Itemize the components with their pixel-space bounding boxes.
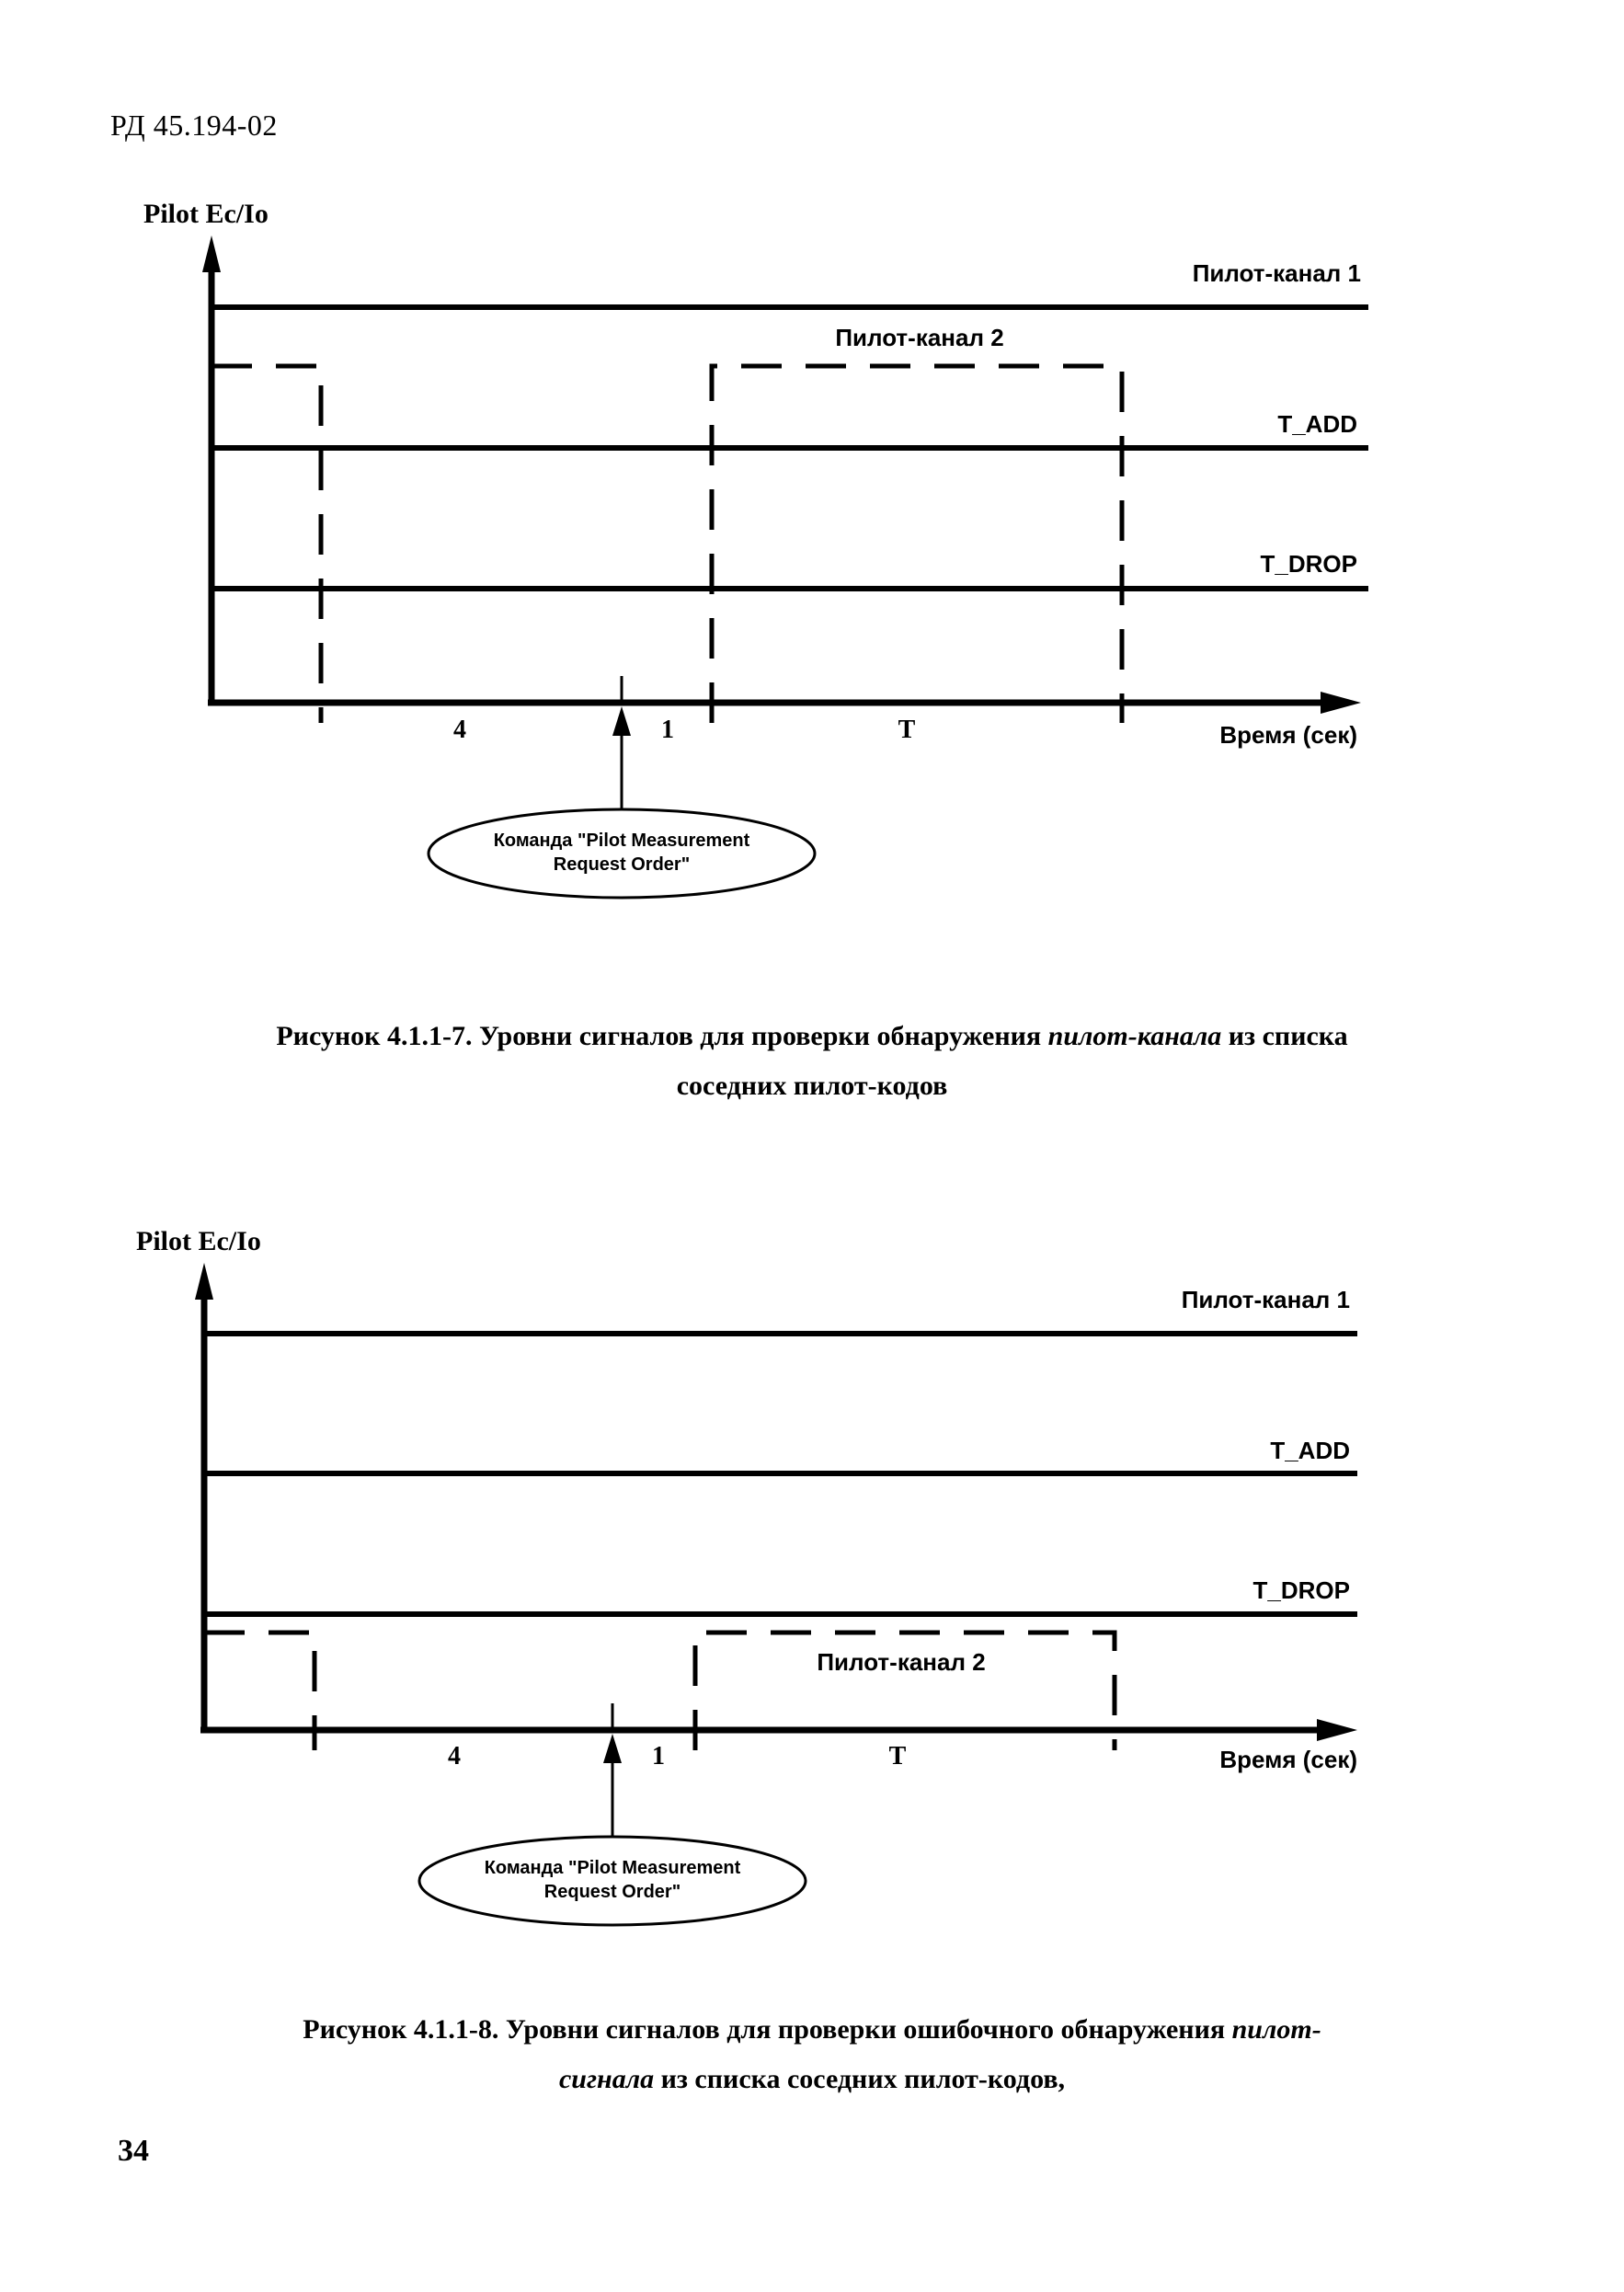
t-drop-label: T_DROP [1260,550,1357,578]
figure-2 [0,1223,1624,2051]
caption-text: соседних пилот-кодов [676,1071,948,1101]
t-add-label: T_ADD [1270,1437,1350,1464]
command-ellipse [419,1837,806,1925]
x-axis-label: Время (сек) [1219,721,1357,749]
segment-label-t: T [898,716,916,744]
pilot-channel-1-label: Пилот-канал 1 [1181,1286,1350,1313]
segment-label-1: 1 [652,1742,665,1771]
document-code: РД 45.194-02 [110,109,278,142]
segment-label-t: T [888,1742,907,1771]
caption-emphasis: пилот- [1231,2014,1321,2045]
pilot-channel-2-dashed-right [712,366,1122,723]
segment-label-1: 1 [661,716,674,744]
caption-line [0,2055,1624,2104]
caption-text: Рисунок 4.1.1-7. Уровни сигналов для проверки обнаружения [276,1021,1048,1051]
figure-1-diagram [0,0,1624,1104]
y-axis-label: Pilot Ec/Io [136,1226,261,1256]
segment-label-4: 4 [453,716,466,744]
caption-text: из списка соседних пилот-кодов, [654,2064,1066,2094]
caption-line [0,1061,1624,1111]
x-axis-arrow-icon [1317,1719,1357,1741]
y-axis-label: Pilot Ec/Io [143,199,269,229]
command-text-line-2: Request Order" [543,1882,681,1902]
caption-emphasis: пилот-канала [1047,1021,1222,1051]
command-text-line-1: Команда "Pilot Measurement [493,831,750,851]
x-axis-label: Время (сек) [1219,1746,1357,1773]
figure-2-diagram [0,1223,1624,2051]
caption-text: из списка [1221,1021,1348,1051]
page-number: 34 [118,2134,149,2168]
caption-text: Рисунок 4.1.1-8. Уровни сигналов для проверки ошибочного обнаружения [303,2014,1232,2045]
command-text-line-1: Команда "Pilot Measurement [484,1858,741,1878]
command-text-line-2: Request Order" [553,854,691,875]
pilot-channel-2-label: Пилот-канал 2 [817,1648,986,1676]
caption-emphasis: сигнала [558,2064,655,2094]
caption-line [0,2005,1624,2055]
command-arrow-icon [612,706,631,736]
t-add-label: T_ADD [1277,410,1357,438]
figure-2-caption [0,2005,1624,2104]
figure-1 [0,0,1624,1104]
pilot-channel-2-dashed-left [212,366,321,723]
command-arrow-icon [603,1734,622,1763]
caption-line [0,1012,1624,1061]
pilot-channel-1-label: Пилот-канал 1 [1192,259,1361,287]
t-drop-label: T_DROP [1252,1576,1350,1604]
figure-1-caption [0,1012,1624,1111]
command-ellipse [429,809,815,898]
pilot-channel-2-label: Пилот-канал 2 [835,324,1004,351]
segment-label-4: 4 [448,1742,461,1771]
x-axis-arrow-icon [1321,692,1361,714]
